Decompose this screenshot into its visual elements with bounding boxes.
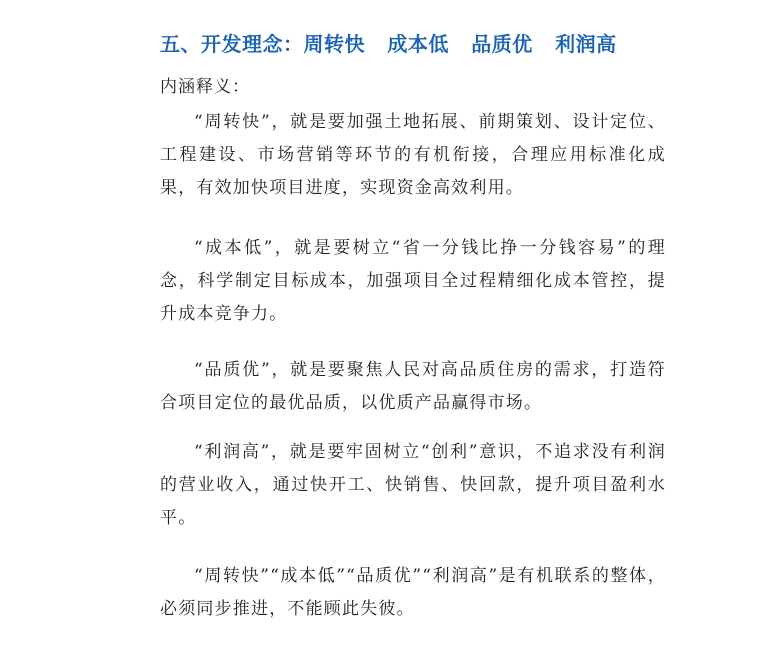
paragraph-turnover: “周转快”，就是要加强土地拓展、前期策划、设计定位、工程建设、市场营销等环节的有机衔接，合理应用标准化成果，有效加快项目进度，实现资金高效利用。 — [160, 112, 666, 198]
paragraph-summary: “周转快”“成本低”“品质优”“利润高”是有机联系的整体，必须同步推进，不能顾此失彼。 — [160, 566, 666, 619]
section-heading: 五、开发理念：周转快 成本低 品质优 利润高 — [160, 32, 617, 56]
paragraph-quality: “品质优”，就是要聚焦人民对高品质住房的需求，打造符合项目定位的最优品质，以优质产品赢得市场。 — [160, 360, 666, 413]
paragraph-cost: “成本低”，就是要树立“省一分钱比挣一分钱容易”的理念，科学制定目标成本，加强项目全过程精细化成本管控，提升成本竞争力。 — [160, 238, 666, 324]
subheading: 内涵释义： — [160, 77, 250, 97]
paragraph-profit: “利润高”，就是要牢固树立“创利”意识，不追求没有利润的营业收入，通过快开工、快销售、快回款，提升项目盈利水平。 — [160, 442, 666, 528]
